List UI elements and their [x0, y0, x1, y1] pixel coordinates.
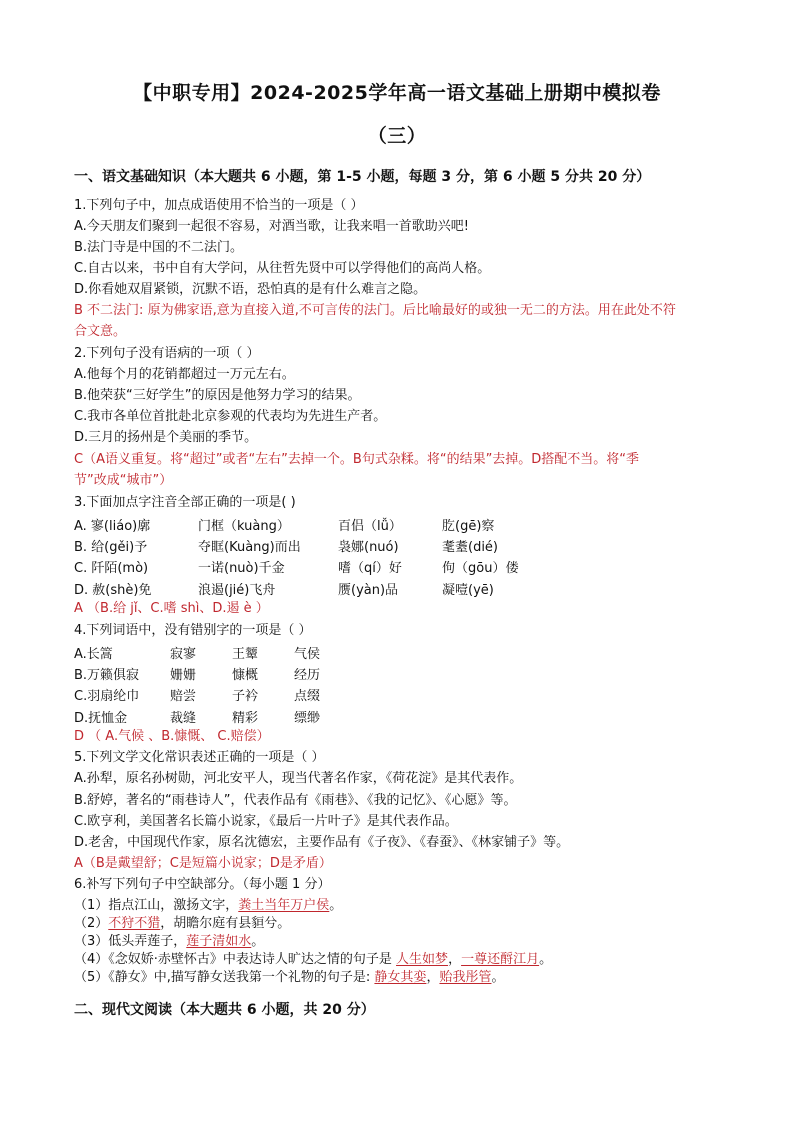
- q6-item-1: [74, 897, 342, 915]
- q6-text: （5）《静女》中,描写静女送我第一个礼物的句子是:: [74, 970, 375, 985]
- q6-filled-answer: 人生如梦: [396, 952, 449, 967]
- q6-filled-answer: 静女其娈: [374, 970, 427, 985]
- q3-cell: 夺眶(Kuàng)而出: [198, 540, 301, 555]
- q3-cell: D. 赦(shè)免: [74, 583, 152, 598]
- q4-cell: 气侯: [294, 647, 321, 662]
- exam-title: 【中职专用】2024-2025学年高一语文基础上册期中模拟卷: [133, 82, 661, 104]
- q5-option-a: A.孙犁，原名孙树勋，河北安平人，现当代著名作家，《荷花淀》是其代表作。: [74, 771, 523, 786]
- q6-item-4: [74, 951, 552, 969]
- q5-option-b: B.舒婷，著名的“雨巷诗人”，代表作品有《雨巷》、《我的记忆》、《心愿》等。: [74, 793, 517, 808]
- q4-cell: 王颦: [232, 647, 259, 662]
- q6-text: 。: [539, 952, 553, 967]
- q6-text: ，胡瞻尔庭有县貆兮。: [160, 916, 291, 931]
- q1-answer-cont: 合文意。: [74, 324, 127, 339]
- q3-cell: 赝(yàn)品: [338, 583, 399, 598]
- q6-text: ，: [426, 970, 440, 985]
- q6-text: ，: [448, 952, 462, 967]
- q2-answer-cont: 节”改成“城市”）: [74, 473, 173, 488]
- q6-stem: 6.补写下列句子中空缺部分。（每小题 1 分）: [74, 877, 331, 892]
- q6-filled-answer: 莲子清如水: [186, 934, 252, 949]
- q3-cell: C. 阡陌(mò): [74, 561, 149, 576]
- q3-cell: 袅娜(nuó): [338, 540, 399, 555]
- q6-item-5: [74, 969, 504, 987]
- q3-cell: 浪遏(jié)飞舟: [198, 583, 276, 598]
- q2-answer: C（A语义重复。将“超过”或者“左右”去掉一个。B句式杂糅。将“的结果”去掉。D搭配不当。将“季: [74, 452, 640, 467]
- q3-cell: 门框（kuàng）: [198, 519, 290, 534]
- q4-cell: 缥缈: [294, 711, 321, 726]
- exam-subtitle: （三）: [367, 125, 427, 147]
- q4-stem: 4.下列词语中，没有错别字的一项是（ ）: [74, 623, 312, 638]
- q5-option-d: D.老舍，中国现代作家，原名沈德宏，主要作品有《子夜》、《春蚕》、《林家铺子》等。: [74, 835, 570, 850]
- q3-cell: 佝（gōu）偻: [442, 561, 519, 576]
- q3-cell: 耄耋(dié): [442, 540, 499, 555]
- section-1-heading: 一、语文基础知识（本大题共 6 小题，第 1-5 小题，每题 3 分，第 6 小题 5 分共 20 分）: [74, 169, 651, 185]
- q3-stem: 3.下面加点字注音全部正确的一项是( ): [74, 495, 296, 510]
- q6-text: 。: [251, 934, 265, 949]
- q3-cell: B. 给(gěi)予: [74, 540, 148, 555]
- q4-cell: B.万籁俱寂: [74, 668, 140, 683]
- q6-item-2: [74, 915, 290, 933]
- q4-cell: C.羽扇纶巾: [74, 689, 140, 704]
- q3-cell: 一诺(nuò)千金: [198, 561, 285, 576]
- q3-cell: 嗜（qí）好: [338, 561, 402, 576]
- q6-text: （1）指点江山，激扬文字，: [74, 898, 239, 913]
- q3-cell: 百侣（lǚ）: [338, 519, 402, 534]
- q4-cell: 赔尝: [170, 689, 197, 704]
- q5-option-c: C.欧亨利，美国著名长篇小说家，《最后一片叶子》是其代表作品。: [74, 814, 458, 829]
- q4-cell: 裁缝: [170, 711, 197, 726]
- q6-text: 。: [329, 898, 343, 913]
- q2-option-a: A.他每个月的花销都超过一万元左右。: [74, 367, 295, 382]
- q6-filled-answer: 不狩不猎: [108, 916, 161, 931]
- q3-answer: A （B.给 jǐ、C.嗜 shì、D.遏 è ）: [74, 601, 269, 616]
- q4-cell: D.抚恤金: [74, 711, 128, 726]
- q4-cell: 点缀: [294, 689, 321, 704]
- q6-filled-answer: 一尊还酹江月: [461, 952, 540, 967]
- q6-text: （3）低头弄莲子，: [74, 934, 187, 949]
- q1-option-d: D.你看她双眉紧锁，沉默不语，恐怕真的是有什么难言之隐。: [74, 282, 427, 297]
- q1-option-b: B.法门寺是中国的不二法门。: [74, 240, 244, 255]
- q3-cell: 肐(gē)察: [442, 519, 495, 534]
- q3-cell: 凝噎(yē): [442, 583, 494, 598]
- q2-option-b: B.他荣获“三好学生”的原因是他努力学习的结果。: [74, 388, 361, 403]
- q6-item-3: [74, 933, 264, 951]
- q6-filled-answer: 粪土当年万户侯: [238, 898, 330, 913]
- q5-answer: A（B是戴望舒；C是短篇小说家；D是矛盾）: [74, 856, 332, 871]
- q4-cell: 姗姗: [170, 668, 197, 683]
- q4-cell: A.长篙: [74, 647, 113, 662]
- q4-answer: D （ A.气候 、B.慷慨、 C.赔偿）: [74, 729, 270, 744]
- q5-stem: 5.下列文学文化常识表述正确的一项是（ ）: [74, 750, 325, 765]
- section-2-heading: 二、现代文阅读（本大题共 6 小题，共 20 分）: [74, 1002, 375, 1018]
- q3-cell: A. 寥(liáo)廓: [74, 519, 151, 534]
- q1-option-a: A.今天朋友们聚到一起很不容易，对酒当歌，让我来唱一首歌助兴吧!: [74, 219, 470, 234]
- q6-filled-answer: 贻我彤管: [439, 970, 492, 985]
- q1-answer: B 不二法门: 原为佛家语,意为直接入道,不可言传的法门。后比喻最好的或独一无二的方法。用在此处不符: [74, 303, 676, 318]
- q4-cell: 慷概: [232, 668, 259, 683]
- q1-stem: 1.下列句子中，加点成语使用不恰当的一项是（ ）: [74, 198, 364, 213]
- q6-text: 。: [491, 970, 505, 985]
- q2-option-c: C.我市各单位首批赴北京参观的代表均为先进生产者。: [74, 409, 387, 424]
- q6-text: （4）《念奴娇·赤壁怀古》中表达诗人旷达之情的句子是: [74, 952, 397, 967]
- q4-cell: 精彩: [232, 711, 259, 726]
- q4-cell: 子衿: [232, 689, 259, 704]
- q4-cell: 寂寥: [170, 647, 197, 662]
- q2-stem: 2.下列句子没有语病的一项（ ）: [74, 346, 260, 361]
- q4-cell: 经历: [294, 668, 321, 683]
- q2-option-d: D.三月的扬州是个美丽的季节。: [74, 430, 258, 445]
- q1-option-c: C.自古以来，书中自有大学问，从往哲先贤中可以学得他们的高尚人格。: [74, 261, 491, 276]
- q6-text: （2）: [74, 916, 109, 931]
